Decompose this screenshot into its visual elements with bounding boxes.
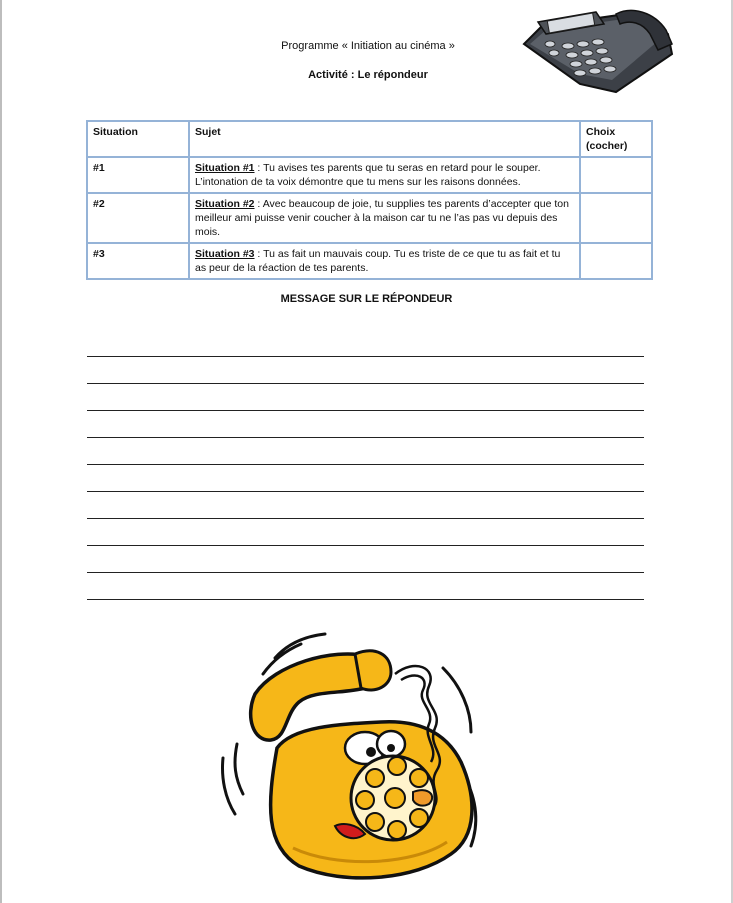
desk-telephone-icon xyxy=(520,4,678,96)
situations-table xyxy=(86,120,653,280)
situation-subject xyxy=(189,243,580,279)
situation-label: Situation #1 xyxy=(195,162,255,174)
table-row xyxy=(87,193,652,243)
answer-line[interactable] xyxy=(87,491,644,492)
program-title: Programme « Initiation au cinéma » xyxy=(281,40,455,52)
activity-title: Activité : Le répondeur xyxy=(308,69,428,81)
situation-text: : Avec beaucoup de joie, tu supplies tes parents d’accepter que ton meilleur ami puisse venir coucher à la maison car tu ne l’as pas vu depuis des mois. xyxy=(195,198,569,238)
situation-number: #1 xyxy=(87,157,189,193)
answer-line[interactable] xyxy=(87,383,644,384)
situation-subject xyxy=(189,157,580,193)
header-situation: Situation xyxy=(87,121,189,157)
answer-line[interactable] xyxy=(87,464,644,465)
ringing-rotary-phone-icon xyxy=(215,628,495,890)
choice-checkbox-cell[interactable] xyxy=(580,193,652,243)
answer-line[interactable] xyxy=(87,599,644,600)
choice-checkbox-cell[interactable] xyxy=(580,243,652,279)
table-header-row xyxy=(87,121,652,157)
situation-text: : Tu as fait un mauvais coup. Tu es triste de ce que tu as fait et tu as peur de la réaction de tes parents. xyxy=(195,248,561,274)
situation-number: #2 xyxy=(87,193,189,243)
answer-line[interactable] xyxy=(87,437,644,438)
situation-subject xyxy=(189,193,580,243)
answer-line[interactable] xyxy=(87,518,644,519)
answer-line[interactable] xyxy=(87,356,644,357)
header-choix: Choix (cocher) xyxy=(580,121,652,157)
situation-label: Situation #3 xyxy=(195,248,255,260)
situation-label: Situation #2 xyxy=(195,198,255,210)
header-sujet: Sujet xyxy=(189,121,580,157)
situation-number: #3 xyxy=(87,243,189,279)
answer-line[interactable] xyxy=(87,410,644,411)
answer-line[interactable] xyxy=(87,572,644,573)
message-section-title: MESSAGE SUR LE RÉPONDEUR xyxy=(280,293,453,305)
answer-line[interactable] xyxy=(87,545,644,546)
situation-text: : Tu avises tes parents que tu seras en retard pour le souper. L’intonation de ta voix démontre que tu mens sur les raisons données. xyxy=(195,162,541,188)
table-row xyxy=(87,157,652,193)
choice-checkbox-cell[interactable] xyxy=(580,157,652,193)
table-row xyxy=(87,243,652,279)
page-edge xyxy=(0,0,2,903)
